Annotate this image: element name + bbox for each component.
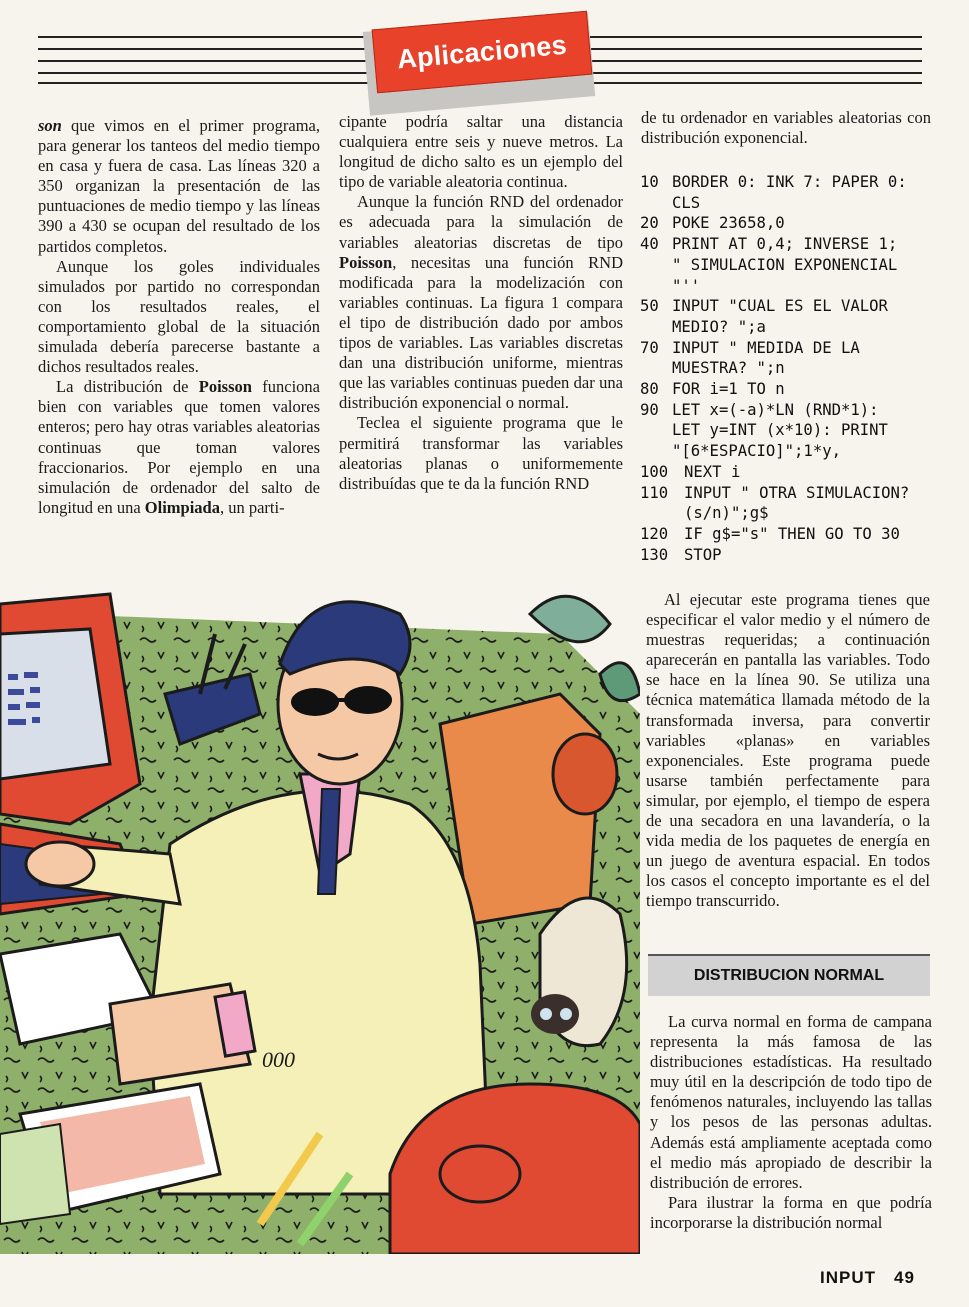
code-line-text: POKE 23658,0 [672, 214, 785, 233]
magazine-name: INPUT [820, 1268, 876, 1287]
code-line [640, 338, 940, 379]
code-line-number: 100 [640, 462, 669, 481]
section-banner-label: Aplicaciones [395, 29, 569, 74]
section-heading-normal: DISTRIBUCION NORMAL [648, 954, 930, 996]
code-line-number: 50 [640, 297, 659, 316]
code-line [640, 400, 940, 462]
code-line [640, 524, 940, 545]
code-line [640, 545, 940, 566]
code-line-number: 20 [640, 214, 659, 233]
code-line-number: 120 [640, 524, 669, 543]
code-line-text: INPUT " OTRA SIMULACION? (s/n)";g$ [684, 483, 910, 523]
code-line [640, 234, 940, 296]
code-line-text: INPUT "CUAL ES EL VALOR MEDIO? ";a [672, 297, 888, 336]
col1-paragraph-1: son que vimos en el primer programa, para generar los tanteos del medio tiempo en casa y fuera de casa. Las líneas 320 a 350 organizan la presentación de las puntuaciones de medio tiempo y las líneas 390 a 430 se ocupan del resultado de los partidos completos. [38, 116, 320, 256]
col3-after-code: Al ejecutar este programa tienes que especificar el valor medio y el número de muestras requeridas; a continuación aparecerán en pantalla las variables. Todo se hace en la línea 90. Se utiliza una técnica matemática llamada método de la transformada inversa, para convertir variables «planas» en variables exponenciales. Este programa puede usarse también perfectamente para simular, por ejemplo, el tiempo de espera de una secadora en una lavandería, o la vida media de los paquetes de energía en un juego de aventura espacial. En todos los casos el concepto importante es el del tiempo transcurrido. [646, 590, 930, 911]
page-footer [820, 1268, 915, 1288]
code-line-text: NEXT i [684, 462, 741, 481]
code-line-number: 110 [640, 483, 669, 502]
column-3-normal [650, 1012, 932, 1233]
page-number: 49 [894, 1268, 915, 1287]
column-2 [339, 112, 623, 494]
code-line [640, 462, 940, 483]
code-line-text: INPUT " MEDIDA DE LA MUESTRA? ";n [672, 338, 860, 378]
col1-paragraph-3: La distribución de Poisson funciona bien con variables que tomen valores enteros; pero hay otras variables aleatorias continuas que toman valores fraccionarios. Por ejemplo en una simulación de ordenador del salto de longitud en una Olimpiada, un parti- [38, 377, 320, 517]
normal-paragraph-1: La curva normal en forma de campana representa la más famosa de las distribuciones estadísticas. Ha resultado muy útil en la descripción de todo tipo de fenómenos naturales, incluyendo las tallas y los pesos de las personas adultas. Además está ampliamente aceptada como el medio más apropiado de describir la distribución de errores. [650, 1012, 932, 1192]
column-3-intro [641, 108, 931, 148]
col2-paragraph-2: Aunque la función RND del ordenador es adecuada para la simulación de variables aleatorias discretas de tipo Poisson, necesitas una función RND modificada para la modelización con variables continuas. La figura 1 compara el tipo de distribución dado por ambos tipos de variables. Las variables discretas dan una distribución uniforme, mientras que las variables continuas pueden dar una distribución exponencial o normal. [339, 192, 623, 413]
office-illustration [0, 574, 640, 1254]
code-line-number: 130 [640, 545, 669, 564]
column-1 [38, 116, 320, 518]
column-3-explanation [646, 590, 930, 912]
code-line-number: 40 [640, 235, 659, 254]
code-line [640, 296, 940, 337]
normal-paragraph-2: Para ilustrar la forma en que podría incorporarse la distribución normal [650, 1192, 932, 1232]
program-listing [640, 172, 940, 565]
col1-paragraph-2: Aunque los goles individuales simulados por partido no correspondan con los resultados reales, el comportamiento global de la situación simulada debería parecerse bastante a dichos resultados reales. [38, 256, 320, 377]
code-line-number: 80 [640, 380, 659, 399]
code-line [640, 379, 940, 400]
code-line-text: FOR i=1 TO n [672, 380, 785, 399]
code-line-number: 90 [640, 400, 659, 419]
code-line-text: BORDER 0: INK 7: PAPER 0: CLS [672, 173, 907, 212]
code-line [640, 172, 940, 213]
code-line-text: PRINT AT 0,4; INVERSE 1; " SIMULACION EXPONENCIAL "'' [672, 235, 898, 295]
col2-paragraph-3: Teclea el siguiente programa que le permitirá transformar las variables aleatorias planas o uniformemente distribuídas que te da la función RND [339, 413, 623, 493]
code-line [640, 213, 940, 234]
code-line [640, 483, 940, 524]
code-line-number: 10 [640, 173, 659, 191]
col2-paragraph-1: cipante podría saltar una distancia cualquiera entre seis y nueve metros. La longitud de dicho salto es un ejemplo del tipo de variable aleatoria continua. [339, 112, 623, 192]
code-line-text: IF g$="s" THEN GO TO 30 [684, 524, 900, 543]
code-line-text: LET x=(-a)*LN (RND*1): LET y=INT (x*10): PRINT "[6*ESPACIO]";1*y, [672, 400, 888, 461]
col3-intro: de tu ordenador en variables aleatorias con distribución exponencial. [641, 108, 931, 148]
cuff-text: 000 [262, 1047, 295, 1072]
code-line-text: STOP [684, 545, 722, 564]
code-line-number: 70 [640, 338, 659, 357]
